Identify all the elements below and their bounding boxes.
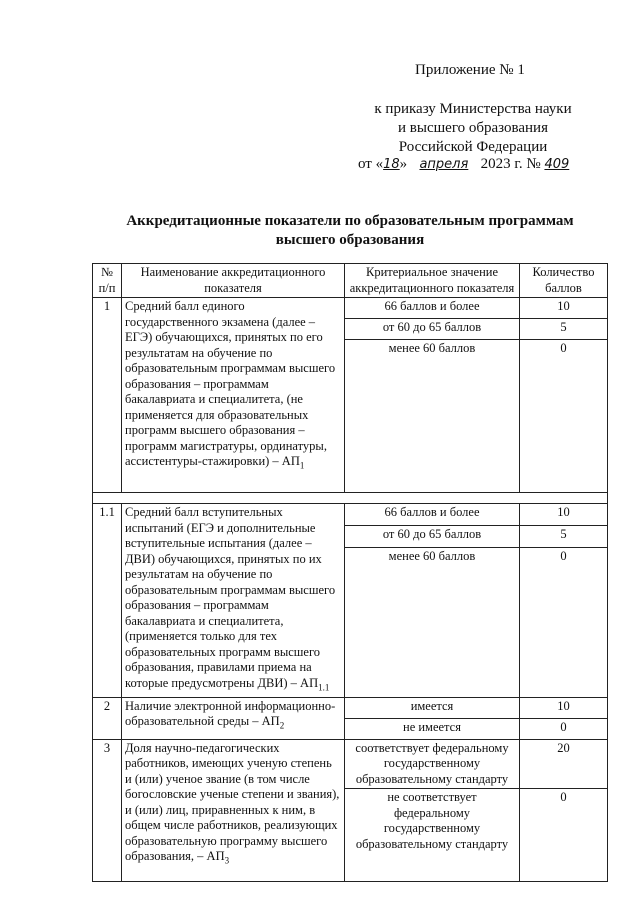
table-header-row (93, 264, 608, 298)
header-name: Наименование аккредитационного показателя (122, 264, 345, 298)
order-line: Российской Федерации (398, 139, 548, 155)
criterion-value: не имеется (345, 718, 520, 739)
criterion-value: имеется (345, 697, 520, 718)
score-value: 5 (520, 525, 608, 547)
row-separator-cell (93, 493, 608, 504)
criterion-value: не соответствует федеральному государственному образовательному стандарту (345, 789, 520, 882)
row-number: 2 (93, 697, 122, 739)
annex-label: Приложение № 1 (415, 62, 525, 78)
order-date-line (358, 156, 569, 173)
indicator-subscript: 1.1 (318, 682, 330, 692)
indicator-text: Средний балл вступительных испытаний (ЕГЭ и дополнительные вступительные испытания (далее – ДВИ) обучающихся, принятых по их результатам на обучение по образовательным программам высшего образования – программам бакалавриата и специалитета, (применяется только для тех образовательных программ высшего образования, правилами приема на которые предусмотрены ДВИ) – АП (125, 505, 336, 690)
criterion-value: 66 баллов и более (345, 504, 520, 526)
order-line: и высшего образования (398, 120, 548, 136)
table-body (93, 298, 608, 882)
handwritten-number: 409 (544, 157, 570, 172)
criterion-value: менее 60 баллов (345, 547, 520, 697)
score-value: 0 (520, 547, 608, 697)
row-number: 1 (93, 298, 122, 493)
score-value: 5 (520, 319, 608, 340)
title-line: высшего образования (275, 232, 425, 248)
indicator-subscript: 3 (224, 855, 230, 866)
order-reference (338, 100, 608, 157)
indicator-name (122, 697, 345, 739)
handwritten-day: 18 (383, 157, 400, 172)
indicator-subscript: 2 (279, 720, 285, 731)
criterion-value: от 60 до 65 баллов (345, 319, 520, 340)
table-row (93, 504, 608, 526)
indicator-name (122, 504, 345, 698)
date-year: 2023 г. № (480, 156, 541, 172)
date-mid: » (399, 156, 408, 172)
indicator-subscript: 1 (299, 460, 305, 471)
date-prefix: от « (358, 156, 384, 172)
header-criterion: Критериальное значение аккредитационного показателя (345, 264, 520, 298)
criterion-value: от 60 до 65 баллов (345, 525, 520, 547)
table-row (93, 697, 608, 718)
row-number: 1.1 (93, 504, 122, 698)
title-line: Аккредитационные показатели по образовательным программам (126, 213, 574, 229)
score-value: 10 (520, 504, 608, 526)
header-num: № п/п (93, 264, 122, 298)
score-value: 0 (520, 718, 608, 739)
score-value: 10 (520, 697, 608, 718)
row-number: 3 (93, 739, 122, 882)
indicator-text: Средний балл единого государственного экзамена (далее – ЕГЭ) обучающихся, принятых по его результатам на обучение по образовательным программам высшего образования – программам бакалавриата и специалитета, (не применяется для образовательных программ высшего образования – программ магистратуры, ординатуры, ассистентуры-стажировки) – АП (125, 299, 336, 468)
indicator-text: Наличие электронной информационно-образовательной среды – АП (125, 698, 336, 728)
row-separator (93, 493, 608, 504)
criterion-value: менее 60 баллов (345, 340, 520, 493)
indicator-name (122, 739, 345, 882)
score-value: 20 (520, 739, 608, 789)
order-line: к приказу Министерства науки (374, 101, 572, 117)
document-title (80, 212, 620, 250)
indicator-name (122, 298, 345, 493)
score-value: 0 (520, 340, 608, 493)
accreditation-table (92, 263, 608, 882)
score-value: 0 (520, 789, 608, 882)
criterion-value: 66 баллов и более (345, 298, 520, 319)
table-row (93, 739, 608, 789)
header-score: Количество баллов (520, 264, 608, 298)
table-row (93, 298, 608, 319)
indicator-text: Доля научно-педагогических работников, имеющих ученую степень и (или) ученое звание (в том числе богословские ученые степени и звания), и (или) лиц, приравненных к ним, в общем числе работников, реализующих образовательную программу высшего образования, – АП (125, 740, 340, 863)
score-value: 10 (520, 298, 608, 319)
criterion-value: соответствует федеральному государственному образовательному стандарту (345, 739, 520, 789)
handwritten-month: апреля (419, 157, 469, 172)
